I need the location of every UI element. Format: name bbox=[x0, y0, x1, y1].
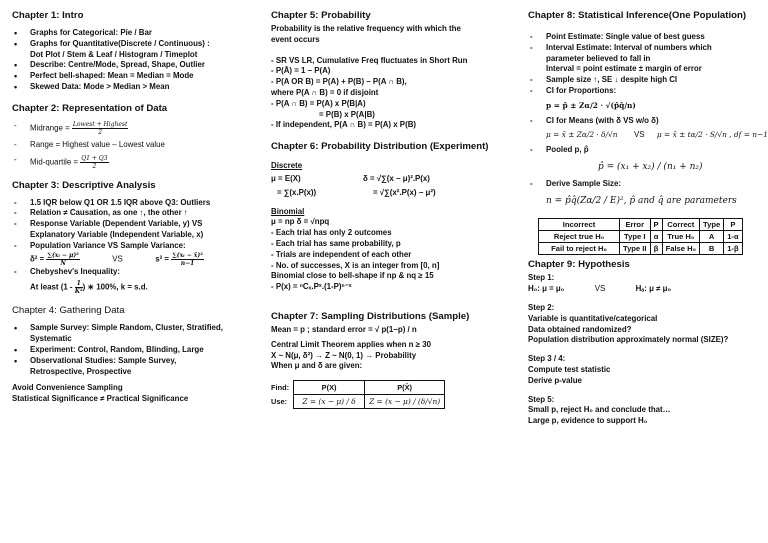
step-text: Variable is quantitative/categorical bbox=[528, 313, 658, 323]
list-item-text: Graphs for Categorical: Pie / Bar bbox=[30, 28, 152, 37]
chapter-5-title: Chapter 5: Probability bbox=[271, 10, 371, 21]
table-row bbox=[539, 231, 743, 243]
null-hypothesis: H₀: μ = μ₀ bbox=[528, 284, 565, 294]
step-label: Step 2: bbox=[528, 302, 555, 312]
proportion-ci-formula bbox=[528, 101, 760, 112]
formula-text: n = p̂q̂(Zα/2 / E)², p̂ and q̂ are parameters bbox=[546, 195, 737, 206]
sample-size-formula bbox=[528, 196, 760, 207]
list-item bbox=[528, 75, 760, 86]
table-header: Correct bbox=[662, 219, 699, 231]
formula-text: p = p̂ ± Zα/2 · √(p̂q̂/n) bbox=[546, 100, 636, 110]
binomial-line: - P(x) = ⁿCₓ.Pˣ.(1-P)ⁿ⁻ˣ bbox=[271, 282, 352, 292]
list-item bbox=[12, 82, 264, 93]
list-item bbox=[12, 208, 264, 219]
chapter-6-title: Chapter 6: Probability Distribution (Experiment) bbox=[271, 141, 489, 153]
list-item-text: Pooled p, p̂ bbox=[546, 145, 589, 155]
list-item bbox=[12, 39, 264, 61]
list-item-text: - Response Variable (Dependent Variable, y) VS bbox=[30, 219, 203, 229]
midrange-fraction bbox=[72, 121, 129, 136]
chapter-8-title: Chapter 8: Statistical Inference(One Population) bbox=[528, 10, 747, 21]
discrete-row-1 bbox=[271, 174, 523, 185]
vs-text: VS bbox=[633, 130, 645, 140]
fraction-numerator: ∑(xᵢ − x̄)² bbox=[172, 251, 203, 259]
probability-definition-2: event occurs bbox=[271, 34, 320, 44]
chapter-3-list bbox=[12, 198, 264, 296]
sampling-line: When μ and δ are given: bbox=[271, 361, 363, 371]
find-label: Find: bbox=[271, 383, 290, 393]
fraction-denominator: n−1 bbox=[180, 259, 195, 267]
list-item-text: Interval = point estimate ± margin of error bbox=[546, 64, 702, 74]
chebyshev-suffix: ) ∗ 100%, k = s.d. bbox=[82, 282, 148, 292]
list-item-text: Experiment: Control, Random, Blinding, Large bbox=[30, 344, 204, 354]
list-item-text: Explanatory Variable (Independent Variable, x) bbox=[30, 229, 204, 239]
chapter-9-title: Chapter 9: Hypothesis bbox=[528, 259, 630, 271]
list-item-text: 1.5 IQR below Q1 OR 1.5 IQR above Q3: Outliers bbox=[30, 197, 211, 207]
variance-formulas bbox=[12, 252, 264, 267]
discrete-sd-alt: = √∑(x².P(x) − μ²) bbox=[373, 187, 436, 197]
step-text: Population distribution approximately normal (SIZE)? bbox=[528, 335, 729, 345]
use-label: Use: bbox=[271, 397, 288, 407]
table-header-row bbox=[539, 219, 743, 231]
sampling-line: X ~ N(μ, δ²) → Z ~ N(0, 1) → Probability bbox=[271, 350, 417, 360]
table-cell: Type II bbox=[620, 243, 651, 255]
midrange-label: Midrange = bbox=[30, 123, 72, 133]
table-cell: A bbox=[700, 231, 724, 243]
probability-line: - P(A OR B) = P(A) + P(B) – P(A ∩ B), bbox=[271, 77, 407, 87]
step-text: Small p, reject H₀ and conclude that… bbox=[528, 405, 671, 415]
list-item bbox=[12, 60, 264, 71]
table-cell: B bbox=[700, 243, 724, 255]
fraction-denominator: 2 bbox=[98, 128, 103, 136]
list-item bbox=[12, 219, 264, 241]
chapter-2-list bbox=[12, 121, 264, 170]
list-item-text: Population Variance VS Sample Variance: bbox=[30, 240, 186, 250]
list-item-text: Dot Plot / Stem & Leaf / Histogram / Timeplot bbox=[30, 49, 198, 59]
column-middle bbox=[271, 10, 523, 409]
list-item-text: Skewed Data: Mode > Median > Mean bbox=[30, 81, 170, 91]
table-cell: Type I bbox=[620, 231, 651, 243]
pooled-p-formula bbox=[528, 162, 760, 173]
significance-text: Statistical Significance ≠ Practical Significance bbox=[12, 394, 189, 404]
formula-text: p̂ = (x₁ + x₂) / (n₁ + n₂) bbox=[598, 161, 703, 172]
list-item bbox=[12, 155, 264, 170]
chapter-2-title: Chapter 2: Representation of Data bbox=[12, 102, 168, 114]
list-item bbox=[12, 345, 264, 356]
table-header: Type bbox=[700, 219, 724, 231]
table-cell: α bbox=[650, 231, 662, 243]
step-label: Step 1: bbox=[528, 273, 555, 283]
discrete-row-2 bbox=[271, 188, 523, 199]
table-cell: P(X̄) bbox=[365, 381, 445, 395]
fraction-numerator: 1 bbox=[76, 280, 81, 288]
binomial-heading: Binomial bbox=[271, 206, 305, 216]
midquartile-label: Mid-quartile = bbox=[30, 157, 81, 167]
list-item bbox=[528, 179, 760, 190]
fraction-numerator: Q1 + Q3 bbox=[81, 154, 108, 162]
list-item-text: CI for Means (with δ VS w/o δ) bbox=[546, 115, 659, 125]
binomial-line: - Trials are independent of each other bbox=[271, 249, 412, 259]
table-cell: 1-β bbox=[724, 243, 742, 255]
chapter-8-list bbox=[528, 32, 768, 206]
chebyshev-prefix: At least (1 - bbox=[30, 282, 75, 292]
table-header: P bbox=[650, 219, 662, 231]
step-label: Step 5: bbox=[528, 394, 555, 404]
fraction-denominator: 2 bbox=[92, 162, 97, 170]
list-item-text: • Graphs for Quantitative(Discrete / Continuous) : bbox=[30, 38, 210, 48]
column-right bbox=[528, 10, 768, 427]
list-item-text: CI for Proportions: bbox=[546, 85, 617, 95]
binomial-line: - Each trial has only 2 outcomes bbox=[271, 228, 392, 238]
list-item-text: Retrospective, Prospective bbox=[30, 366, 132, 376]
probability-definition-1: Probability is the relative frequency with which the bbox=[271, 24, 461, 33]
fraction-denominator: N bbox=[60, 259, 66, 267]
formula-text: μ = x̄ ± tα/2 · S/√n , df = n−1 bbox=[656, 130, 768, 140]
binomial-line: μ = np δ = √npq bbox=[271, 217, 330, 227]
list-item-text: Systematic bbox=[30, 334, 72, 344]
table-cell: True H₀ bbox=[662, 231, 699, 243]
avoid-convenience-text: Avoid Convenience Sampling bbox=[12, 383, 123, 393]
probability-line: - If independent, P(A ∩ B) = P(A) x P(B) bbox=[271, 120, 417, 130]
chebyshev-formula bbox=[12, 280, 264, 295]
population-variance-fraction bbox=[46, 252, 79, 267]
table-cell: False H₀ bbox=[662, 243, 699, 255]
list-item bbox=[528, 86, 760, 97]
chapter-4-title: Chapter 4: Gathering Data bbox=[12, 305, 125, 317]
step-text: Compute test statistic bbox=[528, 364, 611, 374]
list-item bbox=[528, 116, 760, 127]
step-text: Derive p-value bbox=[528, 375, 582, 385]
list-item-text: Derive Sample Size: bbox=[546, 178, 621, 188]
list-item-text: Relation ≠ Causation, as one ↑, the other ↑ bbox=[30, 208, 188, 218]
discrete-heading: Discrete bbox=[271, 161, 303, 171]
list-item-text: Describe: Centre/Mode, Spread, Shape, Outlier bbox=[30, 60, 205, 70]
discrete-sd: δ = √∑(x − μ)².P(x) bbox=[363, 173, 430, 183]
vs-text: VS bbox=[112, 254, 123, 264]
probability-line: where P(A ∩ B) = 0 if disjoint bbox=[271, 87, 379, 97]
population-variance-label: δ² = bbox=[30, 254, 45, 264]
sample-variance-fraction bbox=[171, 252, 204, 267]
list-item-text: • Observational Studies: Sample Survey, bbox=[30, 355, 177, 365]
sample-variance-label: s² = bbox=[155, 254, 170, 264]
table-header: Incorrect bbox=[539, 219, 620, 231]
fraction-numerator: ∑(xᵢ − μ)² bbox=[47, 251, 79, 259]
list-item bbox=[12, 198, 264, 209]
chapter-3-title: Chapter 3: Descriptive Analysis bbox=[12, 179, 156, 191]
step-text: Large p, evidence to support H₀ bbox=[528, 416, 648, 426]
binomial-line: - No. of successes, X is an integer from [0, n] bbox=[271, 260, 440, 270]
chebyshev-fraction bbox=[75, 280, 83, 295]
table-header: Error bbox=[620, 219, 651, 231]
list-item bbox=[528, 43, 760, 75]
chapter-1-title: Chapter 1: Intro bbox=[12, 10, 84, 21]
binomial-line: - Each trial has same probability, p bbox=[271, 238, 401, 248]
probability-line: = P(B) x P(A|B) bbox=[319, 109, 375, 119]
table-header: P bbox=[724, 219, 742, 231]
discrete-mean-sum: = ∑(x.P(x)) bbox=[277, 187, 317, 197]
step-label: Step 3 / 4: bbox=[528, 354, 566, 364]
list-item bbox=[12, 140, 264, 151]
table-row bbox=[271, 381, 445, 395]
list-item-text: Perfect bell-shaped: Mean = Median = Mode bbox=[30, 71, 194, 81]
binomial-line: Binomial close to bell-shape if np & nq ≥ 15 bbox=[271, 271, 434, 281]
vs-text: VS bbox=[594, 284, 606, 294]
error-type-table bbox=[538, 218, 743, 255]
chapter-4-list bbox=[12, 323, 264, 377]
alternative-hypothesis: Hₐ: μ ≠ μ₀ bbox=[635, 284, 672, 294]
discrete-mean: μ = E(X) bbox=[271, 173, 301, 183]
list-item bbox=[12, 71, 264, 82]
mean-ci-formulas bbox=[528, 130, 768, 141]
probability-line: - P(A ∩ B) = P(A) x P(B|A) bbox=[271, 98, 366, 108]
list-item-text: parameter believed to fall in bbox=[546, 53, 651, 63]
table-cell: Z = (x − μ) / (δ/√n) bbox=[365, 395, 445, 409]
table-cell: Reject true H₀ bbox=[539, 231, 620, 243]
sampling-line: Mean = p ; standard error = √ p(1−p) / n bbox=[271, 324, 417, 334]
table-cell: Z = (x − μ) / δ bbox=[294, 395, 365, 409]
step-text: Data obtained randomized? bbox=[528, 324, 632, 334]
midquartile-fraction bbox=[80, 155, 108, 170]
hypothesis-line bbox=[528, 284, 760, 295]
list-item-text: Point Estimate: Single value of best guess bbox=[546, 32, 705, 41]
list-item-text: • Sample Survey: Simple Random, Cluster, Stratified, bbox=[30, 323, 223, 333]
list-item-text: Chebyshev's Inequality: bbox=[30, 266, 121, 276]
fraction-numerator: Lowest + Highest bbox=[72, 120, 128, 128]
column-left bbox=[12, 10, 264, 405]
table-row bbox=[271, 395, 445, 409]
probability-line: - SR VS LR, Cumulative Freq fluctuates in Short Run bbox=[271, 55, 468, 65]
sampling-line: Central Limit Theorem applies when n ≥ 30 bbox=[271, 339, 431, 349]
list-item bbox=[12, 241, 264, 252]
chapter-7-title: Chapter 7: Sampling Distributions (Sample) bbox=[271, 310, 470, 322]
list-item-text: - Interval Estimate: Interval of numbers which bbox=[546, 42, 712, 52]
list-item bbox=[12, 28, 264, 39]
probability-line: - P(Ā) = 1 – P(A) bbox=[271, 66, 331, 76]
table-cell: Fail to reject H₀ bbox=[539, 243, 620, 255]
list-item bbox=[12, 267, 264, 278]
z-score-table bbox=[271, 380, 445, 409]
range-text: Range = Highest value – Lowest value bbox=[30, 139, 165, 149]
table-cell: 1-α bbox=[724, 231, 742, 243]
list-item-text: Sample size ↑, SE ↓ despite high CI bbox=[546, 75, 678, 85]
list-item bbox=[12, 356, 264, 378]
fraction-denominator: K² bbox=[74, 288, 83, 296]
list-item bbox=[528, 145, 760, 156]
chapter-1-list bbox=[12, 28, 264, 93]
table-cell: β bbox=[650, 243, 662, 255]
list-item bbox=[12, 323, 264, 345]
list-item bbox=[528, 32, 760, 43]
list-item bbox=[12, 121, 264, 136]
formula-text: μ = x̄ ± Zα/2 · δ/√n bbox=[546, 130, 618, 140]
table-row bbox=[539, 243, 743, 255]
table-cell: P(X) bbox=[294, 381, 365, 395]
